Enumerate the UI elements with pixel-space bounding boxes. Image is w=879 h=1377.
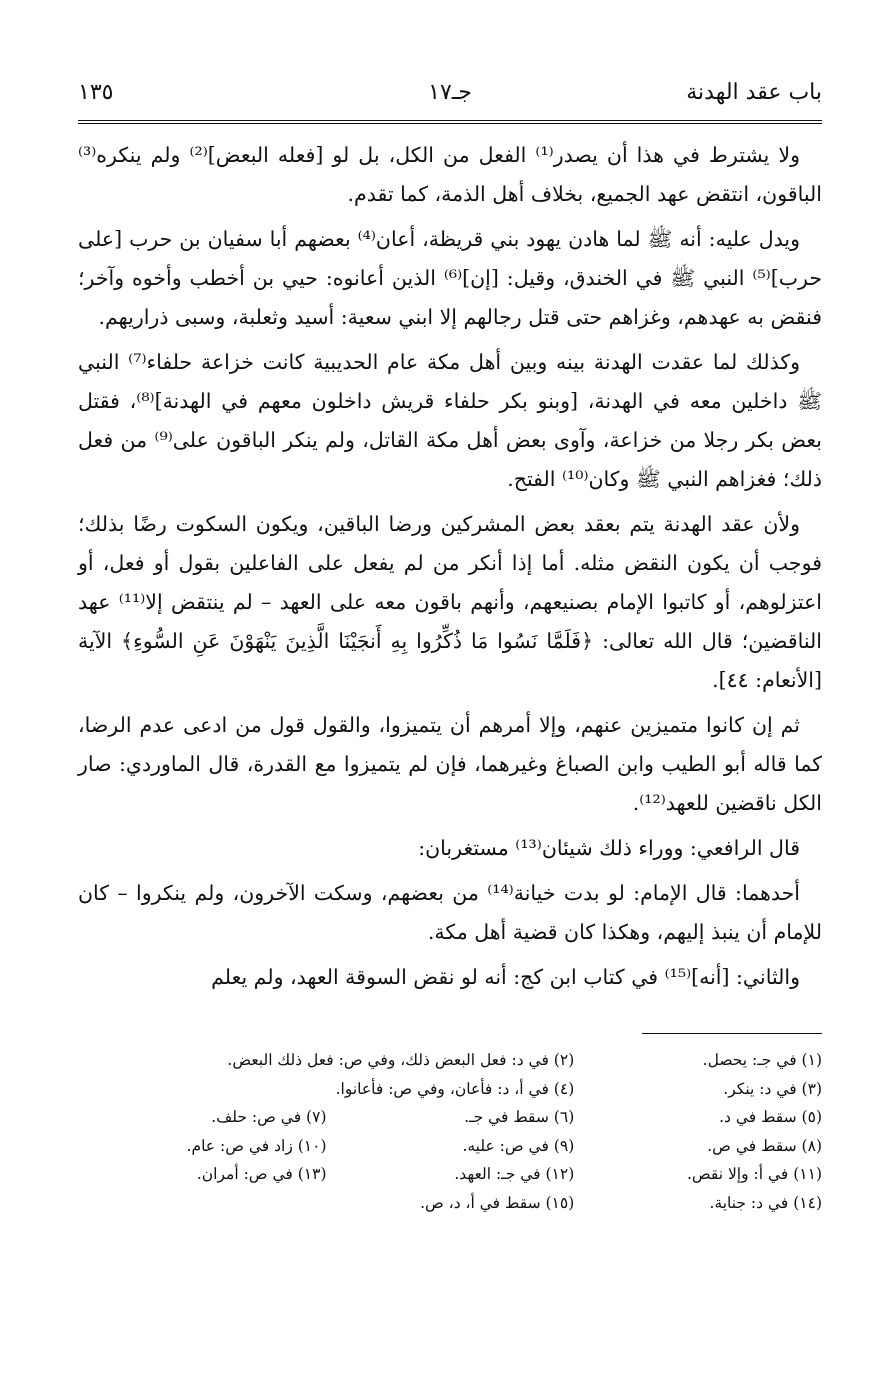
footnote: (٥) سقط في د. <box>719 1108 822 1126</box>
volume-label: جـ١٧ <box>428 80 472 105</box>
header-rule <box>78 120 822 121</box>
footnote: (١٠) زاد في ص: عام. <box>186 1136 327 1155</box>
paragraph: قال الرافعي: ووراء ذلك شيئان⁽¹³⁾ مستغربان: <box>418 836 800 860</box>
footnote: (١) في جـ: يحصل. <box>702 1051 822 1069</box>
paragraph: والثاني: [أنه]⁽¹⁵⁾ في كتاب ابن كج: أنه لو نقض السوقة العهد، ولم يعلم <box>211 965 800 989</box>
footnote: (١٤) في د: جناية. <box>709 1193 822 1212</box>
footnote: (٤) في أ، د: فأعان، وفي ص: فأعانوا. <box>335 1079 575 1098</box>
paragraph: ثم إن كانوا متميزين عنهم، وإلا أمرهم أن يتميزوا، والقول قول من ادعى عدم الرضا، كما قاله أبو الطيب وابن الصباغ وغيرهما، فإن لم يتميزوا مع القدرة، قال الماوردي: صار الكل ناقضين للعهد⁽¹²⁾. <box>78 713 822 815</box>
paragraph: وكذلك لما عقدت الهدنة بينه وبين أهل مكة عام الحديبية كانت خزاعة حلفاء⁽⁷⁾ النبي ﷺ داخلين معه في الهدنة، [وبنو بكر حلفاء قريش داخلون معهم في الهدنة]⁽⁸⁾، فقتل بعض بكر رجلا من خزاعة، وآوى بعض أهل مكة القاتل، ولم ينكر الباقون على⁽⁹⁾ من فعل ذلك؛ فغزاهم النبي ﷺ وكان⁽¹⁰⁾ الفتح. <box>78 350 822 491</box>
footnote-row <box>78 1189 822 1218</box>
footnote: (٩) في ص: عليه. <box>462 1136 575 1155</box>
footnote: (١١) في أ: وإلا نقص. <box>686 1165 822 1183</box>
footnote: (١٣) في ص: أمران. <box>196 1165 327 1183</box>
footnote-row <box>78 1160 822 1189</box>
paragraph: ويدل عليه: أنه ﷺ لما هادن يهود بني قريظة، أعان⁽⁴⁾ بعضهم أبا سفيان بن حرب [على حرب]⁽⁵⁾ النبي ﷺ في الخندق، وقيل: [إن]⁽⁶⁾ الذين أعانوه: حيي بن أخطب وأخوه وآخر؛ فنقض به عهدهم، وغزاهم حتى قتل رجالهم إلا ابني سعية: أسيد وثعلبة، وسبى ذراريهم. <box>78 227 822 329</box>
paragraph: أحدهما: قال الإمام: لو بدت خيانة⁽¹⁴⁾ من بعضهم، وسكت الآخرون، ولم ينكروا – كان للإمام أن ينبذ إليهم، وهكذا كان قضية أهل مكة. <box>78 881 822 944</box>
paragraph: ولأن عقد الهدنة يتم بعقد بعض المشركين ورضا الباقين، ويكون السكوت رضًا بذلك؛ فوجب أن يكون النقض مثله. أما إذا أنكر من لم يفعل على الفاعلين بقول أو فعل، أو اعتزلوهم، أو كاتبوا الإمام بصنيعهم، وأنهم باقون معه على العهد – لم ينتقض إلا⁽¹¹⁾ عهد الناقضين؛ قال الله تعالى: ﴿فَلَمَّا نَسُوا مَا ذُكِّرُوا بِهِ أَنجَيْنَا الَّذِينَ يَنْهَوْنَ عَنِ السُّوءِ﴾ الآية [الأنعام: ٤٤]. <box>78 512 822 692</box>
footnote-separator <box>642 1033 822 1034</box>
paragraph: ولا يشترط في هذا أن يصدر⁽¹⁾ الفعل من الكل، بل لو [فعله البعض]⁽²⁾ ولم ينكره⁽³⁾ الباقون، انتقض عهد الجميع، بخلاف أهل الذمة، كما تقدم. <box>78 143 822 206</box>
footnote-row <box>78 1103 822 1132</box>
footnote: (٦) سقط في جـ. <box>464 1108 575 1126</box>
footnote: (١٥) سقط في أ، د، ص. <box>420 1193 575 1212</box>
document-page <box>78 66 822 1316</box>
footnote-row <box>78 1046 822 1075</box>
footnote: (٢) في د: فعل البعض ذلك، وفي ص: فعل ذلك البعض. <box>227 1051 575 1069</box>
footnote-row <box>78 1132 822 1161</box>
running-header <box>78 66 822 118</box>
footnote-row <box>78 1075 822 1104</box>
main-text <box>78 136 822 997</box>
footnote: (٣) في د: ينكر. <box>723 1079 822 1098</box>
header-rule-thin <box>78 123 822 124</box>
footnote: (٨) سقط في ص. <box>707 1136 822 1155</box>
footnotes <box>78 1046 822 1217</box>
footnote: (٧) في ص: حلف. <box>211 1108 327 1126</box>
chapter-title: باب عقد الهدنة <box>686 80 822 105</box>
footnote: (١٢) في جـ: العهد. <box>454 1165 575 1183</box>
page-number: ١٣٥ <box>78 80 114 105</box>
